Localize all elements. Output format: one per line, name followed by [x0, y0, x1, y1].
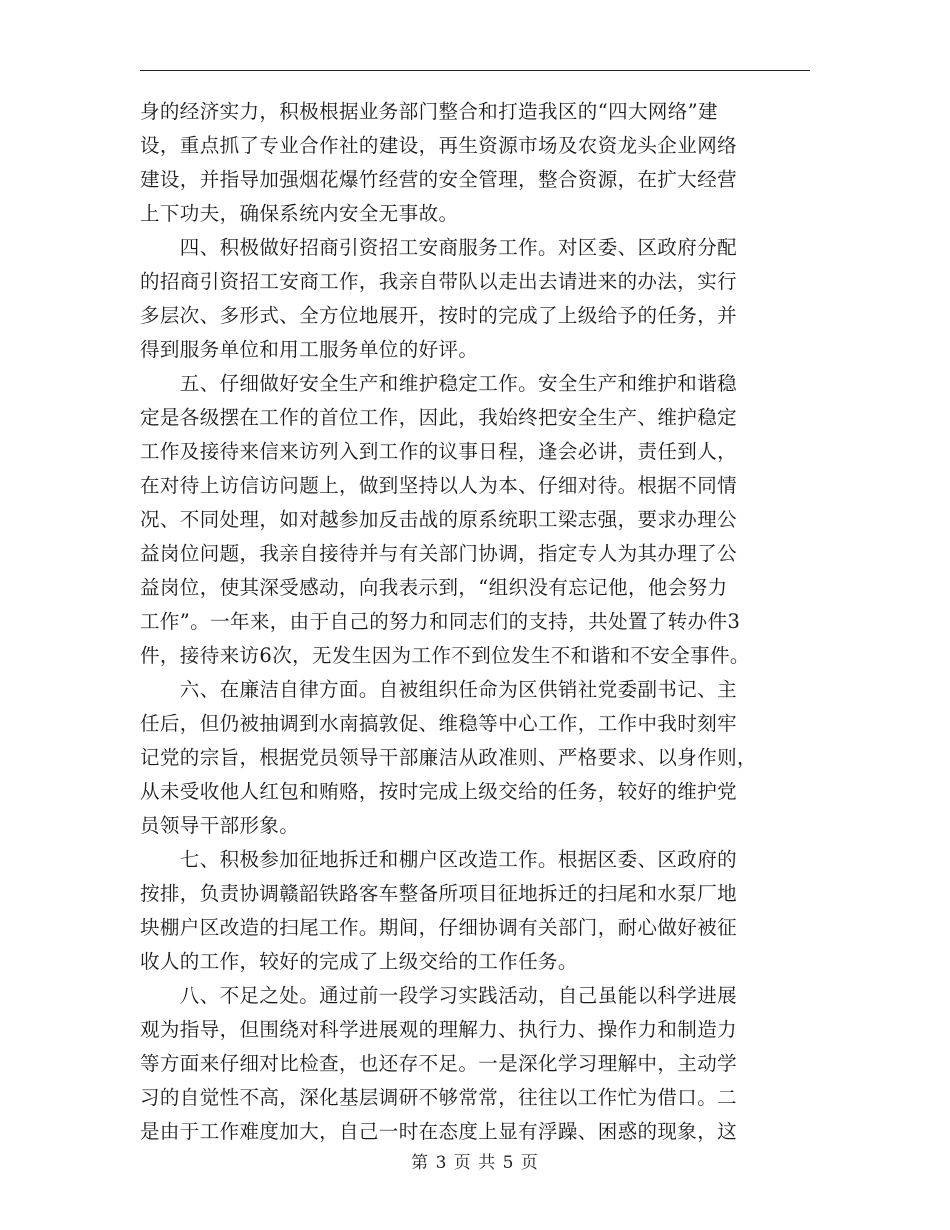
text-line: 块棚户区改造的扫尾工作。期间，仔细协调有关部门，耐心做好被征: [140, 916, 738, 939]
text-line: 观为指导，但围绕对科学进展观的理解力、执行力、操作力和制造力: [140, 1018, 738, 1041]
text-line: 定是各级摆在工作的首位工作，因此，我始终把安全生产、维护稳定: [140, 406, 738, 429]
text-line: 设，重点抓了专业合作社的建设，再生资源市场及农资龙头企业网络: [140, 134, 738, 157]
text-line: 多层次、多形式、全方位地展开，按时的完成了上级给予的任务，并: [140, 304, 738, 327]
text-line: 收人的工作，较好的完成了上级交给的工作任务。: [140, 950, 578, 973]
text-line: 任后，但仍被抽调到水南搞敦促、维稳等中心工作，工作中我时刻牢: [140, 712, 738, 735]
text-line: 的招商引资招工安商工作，我亲自带队以走出去请进来的办法，实行: [140, 270, 738, 293]
header-rule: [140, 70, 810, 71]
text-line: 上下功夫，确保系统内安全无事故。: [140, 202, 459, 225]
text-line: 益岗位，使其深受感动，向我表示到，“组织没有忘记他，他会努力: [140, 576, 728, 599]
text-line: 按排，负责协调赣韶铁路客车整备所项目征地拆迁的扫尾和水泵厂地: [140, 882, 738, 905]
text-line: 六、在廉洁自律方面。自被组织任命为区供销社党委副书记、主: [140, 678, 738, 701]
text-line: 记党的宗旨，根据党员领导干部廉洁从政准则、严格要求、以身作则，: [140, 746, 757, 769]
text-line: 八、不足之处。通过前一段学习实践活动，自己虽能以科学进展: [140, 984, 738, 1007]
text-line: 件，接待来访6次，无发生因为工作不到位发生不和谐和不安全事件。: [140, 644, 750, 667]
text-line: 建设，并指导加强烟花爆竹经营的安全管理，整合资源，在扩大经营: [140, 168, 738, 191]
text-line: 四、积极做好招商引资招工安商服务工作。对区委、区政府分配: [140, 236, 738, 259]
text-line: 七、积极参加征地拆迁和棚户区改造工作。根据区委、区政府的: [140, 848, 738, 871]
text-line: 是由于工作难度加大，自己一时在态度上显有浮躁、困惑的现象，这: [140, 1120, 738, 1143]
text-line: 况、不同处理，如对越参加反击战的原系统职工梁志强，要求办理公: [140, 508, 738, 531]
text-line: 等方面来仔细对比检查，也还存不足。一是深化学习理解中，主动学: [140, 1052, 738, 1075]
text-line: 从未受收他人红包和贿赂，按时完成上级交给的任务，较好的维护党: [140, 780, 738, 803]
page-number: 第 3 页 共 5 页: [411, 1153, 539, 1173]
document-body: [140, 95, 810, 1149]
text-line: 得到服务单位和用工服务单位的好评。: [140, 338, 479, 361]
text-line: 益岗位问题，我亲自接待并与有关部门协调，指定专人为其办理了公: [140, 542, 738, 565]
text-line: 工作及接待来信来访列入到工作的议事日程，逢会必讲，责任到人，: [140, 440, 738, 463]
text-line: 五、仔细做好安全生产和维护稳定工作。安全生产和维护和谐稳: [140, 372, 738, 395]
text-line: 工作”。一年来，由于自己的努力和同志们的支持，共处置了转办件3: [140, 610, 741, 633]
text-line: 身的经济实力，积极根据业务部门整合和打造我区的“四大网络”建: [140, 100, 718, 123]
text-line: 习的自觉性不高，深化基层调研不够常常，往往以工作忙为借口。二: [140, 1086, 738, 1109]
text-line: 在对待上访信访问题上，做到坚持以人为本、仔细对待。根据不同情: [140, 474, 738, 497]
text-line: 员领导干部形象。: [140, 814, 300, 837]
